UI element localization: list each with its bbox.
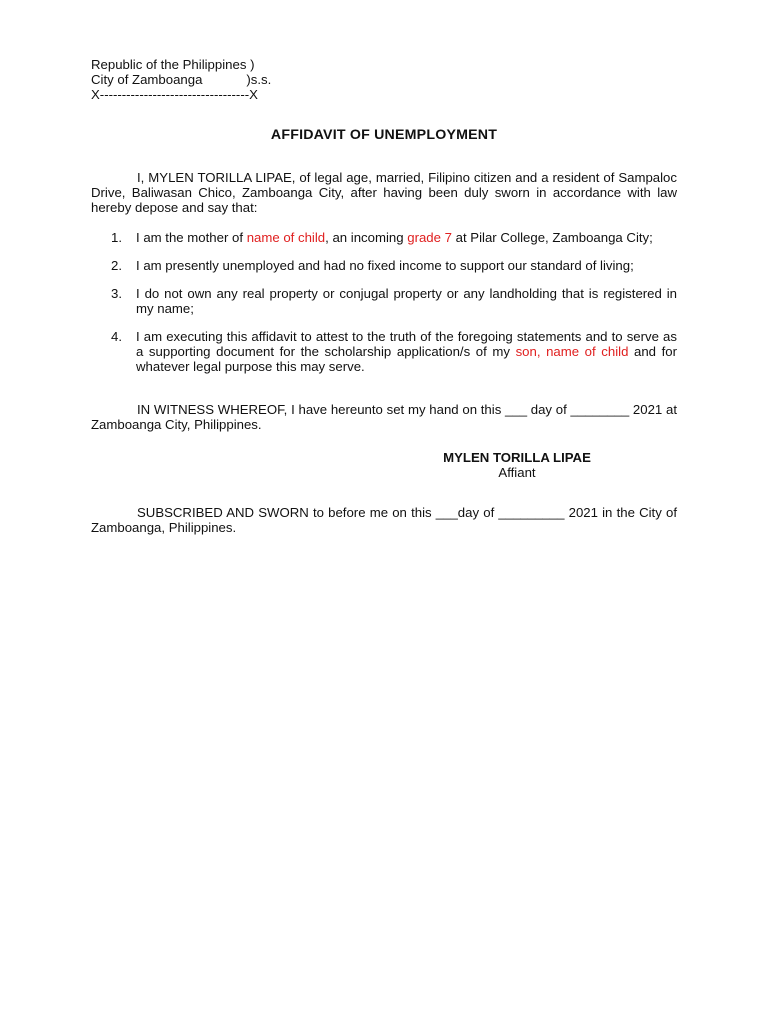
venue-line-republic: Republic of the Philippines ) [91,57,255,72]
intro-paragraph: I, MYLEN TORILLA LIPAE, of legal age, married, Filipino citizen and a resident of Sampaloc Drive, Baliwasan Chico, Zamboanga City, after having been duly sworn in accordance with law hereby depose and say that: [91,170,677,215]
affiant-label: Affiant [498,465,536,480]
affiant-name: MYLEN TORILLA LIPAE [443,450,591,465]
statement-text: I am presently unemployed and had no fixed income to support our standard of living; [136,258,634,273]
witness-paragraph: IN WITNESS WHEREOF, I have hereunto set my hand on this ___ day of ________ 2021 at Zamboanga City, Philippines. [91,402,677,432]
list-item [91,258,677,273]
venue-line-city: City of Zamboanga )s.s. [91,72,272,87]
statement-text: , an incoming [325,230,408,245]
venue-header [91,57,677,102]
statement-text: at Pilar College, Zamboanga City; [451,230,653,245]
statement-list [91,230,677,374]
list-number: 3. [111,286,122,301]
statement-text: and for whatever legal purpose this may serve. [136,344,677,374]
grade-placeholder: grade 7 [407,230,452,245]
list-item [91,230,677,245]
list-number: 4. [111,329,122,344]
list-item [91,286,677,316]
statement-text: I am the mother of [136,230,247,245]
list-number: 1. [111,230,122,245]
statement-text: I am executing this affidavit to attest to the truth of the foregoing statements and to serve as a supporting document for the scholarship application/s of my [136,329,677,359]
document-title: AFFIDAVIT OF UNEMPLOYMENT [270,127,498,143]
son-name-placeholder: son, name of child [515,344,629,359]
list-item [91,329,677,374]
statement-text: I do not own any real property or conjugal property or any landholding that is registered in my name; [136,286,677,316]
child-name-placeholder: name of child [246,230,326,245]
list-number: 2. [111,258,122,273]
jurat-paragraph: SUBSCRIBED AND SWORN to before me on this ___day of _________ 2021 in the City of Zamboanga, Philippines. [91,505,677,535]
signature-block [431,450,603,480]
venue-separator: X----------------------------------X [91,87,258,102]
